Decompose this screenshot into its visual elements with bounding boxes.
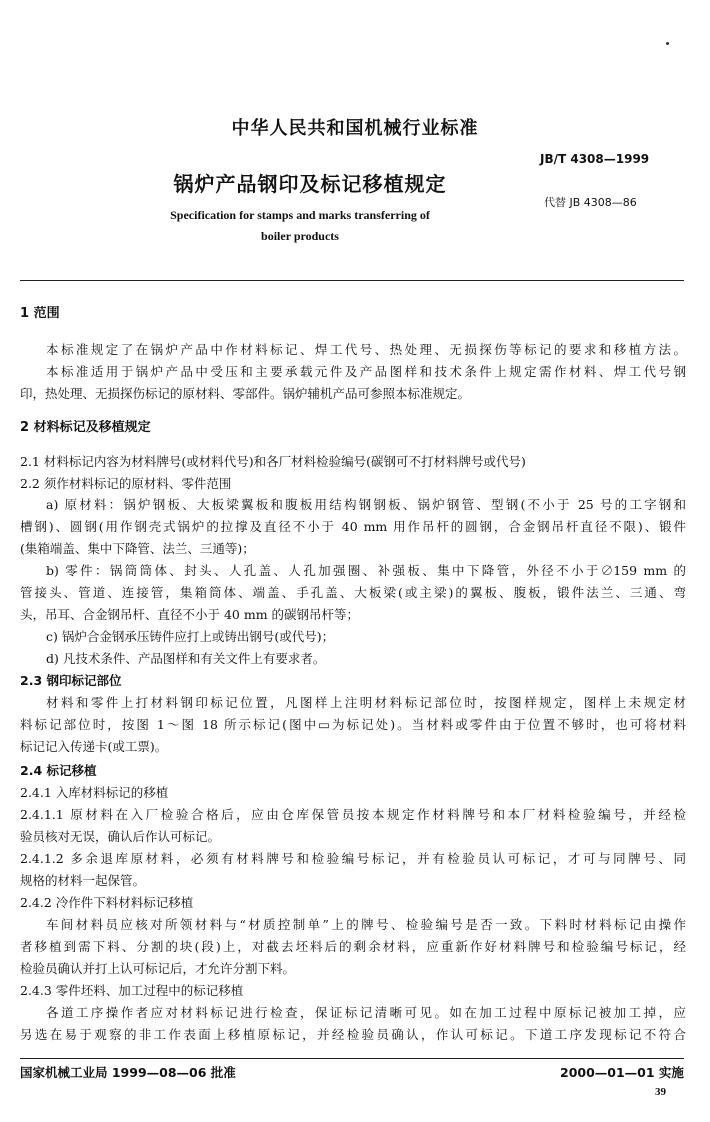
paragraph-line: 料标记部位时，按图 1～图 18 所示标记(图中▭为标记处)。当材料或零件由于位置不够时，也可将材料 <box>20 717 686 732</box>
paragraph-line: 槽钢)、圆钢(用作钢壳式锅炉的拉撑及直径不小于 40 mm 用作吊杆的圆钢，合金钢吊杆直径不限)、锻件 <box>20 519 686 534</box>
clause-2-4-1-2: 2.4.1.2 多余退库原材料，必须有材料牌号和检验编号标记，并有检验员认可标记，才可与同牌号、同 <box>20 851 686 866</box>
paragraph-line: d) 凡技术条件、产品图样和有关文件上有要求者。 <box>46 651 326 666</box>
paragraph-line: 标记记入传递卡(或工票)。 <box>20 739 168 754</box>
clause-2-4-1-1: 2.4.1.1 原材料在入厂检验合格后，应由仓库保管员按本规定作材料牌号和本厂材料检验编号，并经检 <box>20 807 686 822</box>
clause-2-4: 2.4 标记移植 <box>20 763 97 778</box>
paragraph-line: 本标准适用于锅炉产品中受压和主要承载元件及产品图样和技术条件上规定需作材料、焊工代号钢 <box>46 364 686 379</box>
clause-2-1: 2.1 材料标记内容为材料牌号(或材料代号)和各厂材料检验编号(碳钢可不打材料牌号或代号) <box>20 454 526 469</box>
footer-divider <box>20 1058 684 1059</box>
replaces-standard: 代替 JB 4308—86 <box>544 196 637 209</box>
paragraph-line: c) 锅炉合金钢承压铸件应打上或铸出钢号(或代号)； <box>46 629 335 644</box>
paragraph-line: b) 零件：锅筒筒体、封头、人孔盖、人孔加强圈、补强板、集中下降管，外径不小于∅159 mm 的 <box>46 563 686 578</box>
clause-2-4-2: 2.4.2 冷作件下料材料标记移植 <box>20 895 194 910</box>
approval-line: 国家机械工业局 1999—08—06 批准 <box>20 1065 236 1080</box>
page-number: 39 <box>655 1086 666 1098</box>
paragraph-line: 各道工序操作者应对材料标记进行检查，保证标记清晰可见。如在加工过程中原标记被加工掉，应 <box>46 1005 686 1020</box>
organization-heading: 中华人民共和国机械行业标准 <box>231 118 479 139</box>
paragraph-line: 印，热处理、无损探伤标记的原材料、零部件。锅炉辅机产品可参照本标准规定。 <box>20 386 471 401</box>
paragraph-line: 管接头、管道、连接管，集箱筒体、端盖、手孔盖、大板梁(或主梁)的翼板、腹板，锻件法兰、三通、弯 <box>20 585 686 600</box>
english-title-line-2: boiler products <box>261 229 339 243</box>
paragraph-line: a) 原材料：锅炉钢板、大板梁翼板和腹板用结构钢钢板、锅炉钢管、型钢(不小于 25 号的工字钢和 <box>46 497 686 512</box>
paragraph-line: 材料和零件上打材料钢印标记位置，凡图样上注明材料标记部位时，按图样规定，图样上未规定材 <box>46 695 686 710</box>
paragraph-line: 车间材料员应核对所领材料与“材质控制单”上的牌号、检验编号是否一致。下料时材料标记由操作 <box>46 917 686 932</box>
clause-2-2: 2.2 须作材料标记的原材料、零件范围 <box>20 476 232 491</box>
paragraph-line: 验员核对无误，确认后作认可标记。 <box>20 829 221 844</box>
standard-number: JB/T 4308—1999 <box>540 152 650 166</box>
paragraph-line: 者移植到需下料、分割的块(段)上，对截去坯料后的剩余材料，应重新作好材料牌号和检验编号标记，经 <box>20 939 686 954</box>
header-divider <box>20 280 684 281</box>
paragraph-line: 本标准规定了在锅炉产品中作材料标记、焊工代号、热处理、无损探伤等标记的要求和移植方法。 <box>46 342 686 357</box>
clause-2-4-1: 2.4.1 入库材料标记的移植 <box>20 785 169 800</box>
paragraph-line: 头，吊耳、合金钢吊杆、直径不小于 40 mm 的碳钢吊杆等； <box>20 607 360 622</box>
paragraph-line: 另选在易于观察的非工作表面上移植原标记，并经检验员确认，作认可标记。下道工序发现标记不符合 <box>20 1027 686 1042</box>
clause-2-4-3: 2.4.3 零件坯料、加工过程中的标记移植 <box>20 983 244 998</box>
scan-speck <box>666 42 669 45</box>
section-heading-materials: 2 材料标记及移植规定 <box>20 420 151 435</box>
paragraph-line: 检验员确认并打上认可标记后，才允许分割下料。 <box>20 961 296 976</box>
english-title-line-1: Specification for stamps and marks transferring of <box>170 208 430 222</box>
document-title: 锅炉产品钢印及标记移植规定 <box>173 172 447 196</box>
clause-2-3: 2.3 钢印标记部位 <box>20 673 122 688</box>
implementation-date: 2000—01—01 实施 <box>560 1065 684 1080</box>
paragraph-line: 规格的材料一起保管。 <box>20 873 146 888</box>
paragraph-line: (集箱端盖、集中下降管、法兰、三通等)； <box>20 541 255 556</box>
section-heading-scope: 1 范围 <box>20 306 60 321</box>
